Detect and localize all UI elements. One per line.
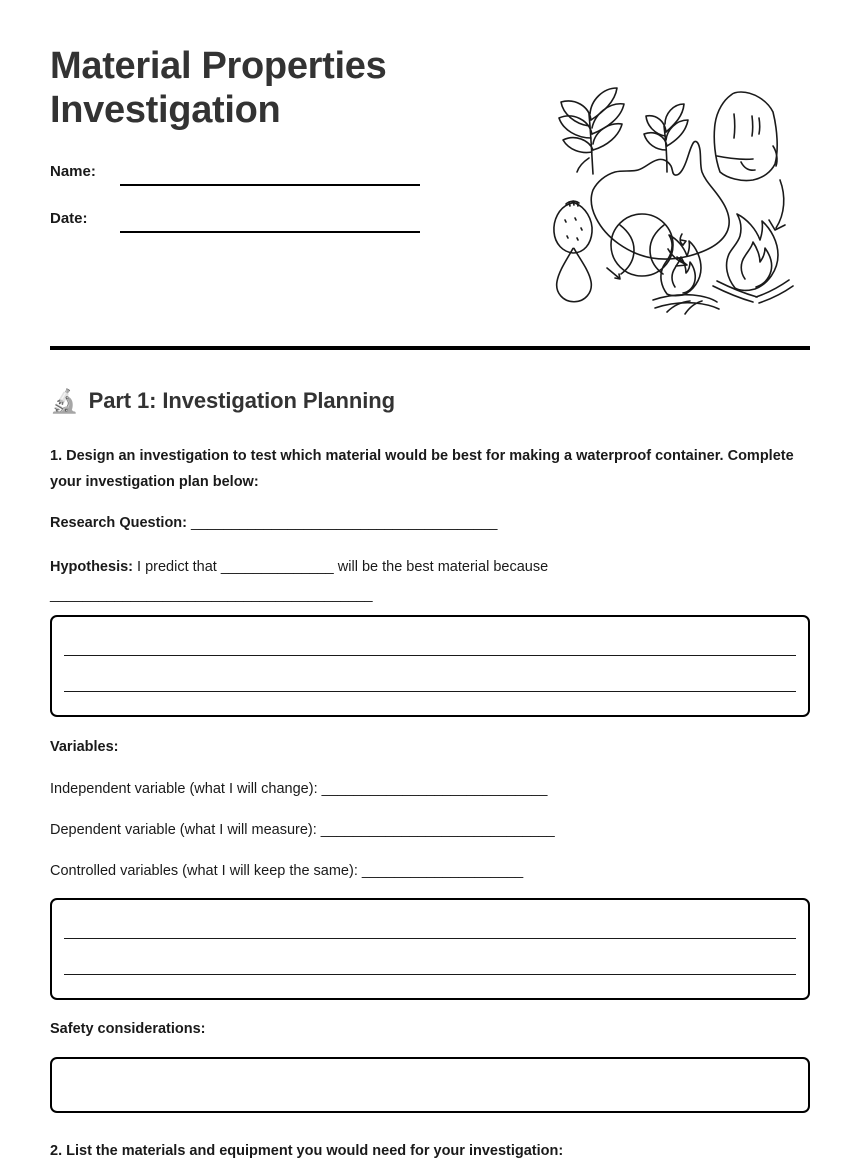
rock-icon: [714, 92, 777, 181]
research-question-blank[interactable]: ______________________________________: [187, 515, 498, 531]
science-materials-illustration: [545, 62, 800, 317]
hypothesis-label: Hypothesis:: [50, 559, 133, 575]
question-1-text: 1. Design an investigation to test which material would be best for making a waterproof container. Complete your investigation plan below:: [50, 448, 794, 490]
hypothesis-answer-box[interactable]: [50, 615, 810, 717]
independent-variable-row[interactable]: Independent variable (what I will change): ____________________________: [50, 781, 548, 797]
write-line: [64, 974, 796, 975]
name-field-label: Name:: [50, 163, 96, 180]
microscope-icon: 🔬: [50, 387, 79, 414]
write-line: [64, 691, 796, 692]
section-divider: [50, 346, 810, 350]
arrow-small-icon: [607, 268, 620, 279]
date-field-rule[interactable]: [120, 231, 420, 233]
safety-answer-box[interactable]: [50, 1057, 810, 1113]
date-field-label: Date:: [50, 210, 88, 227]
section-title: Part 1: Investigation Planning: [88, 388, 395, 413]
leaf-sprig-large-icon: [559, 88, 624, 174]
section-heading: [50, 388, 395, 414]
research-question-label: Research Question:: [50, 515, 187, 531]
hypothesis-row: [50, 554, 750, 609]
safety-considerations-label: Safety considerations:: [50, 1021, 206, 1037]
arrow-curved-icon: [769, 180, 785, 230]
variables-answer-box[interactable]: [50, 898, 810, 1000]
research-question-row: [50, 513, 820, 535]
question-2-text: 2. List the materials and equipment you would need for your investigation:: [50, 1143, 564, 1159]
controlled-variables-row[interactable]: Controlled variables (what I will keep the same): ____________________: [50, 863, 524, 879]
water-drop-icon: [557, 248, 592, 301]
page-title: Material Properties Investigation: [50, 45, 387, 132]
australia-map-icon: [591, 141, 729, 266]
write-line: [64, 938, 796, 939]
seed-pod-icon: [554, 201, 592, 253]
dependent-variable-row[interactable]: Dependent variable (what I will measure): _____________________________: [50, 822, 555, 838]
leaf-sprig-small-icon: [644, 104, 688, 172]
name-field-rule[interactable]: [120, 184, 420, 186]
worksheet-header: [50, 44, 530, 227]
write-line: [64, 655, 796, 656]
hypothesis-blank[interactable]: I predict that ______________ will be the best material because ________________________________________: [50, 559, 549, 603]
variables-label: Variables:: [50, 739, 119, 755]
